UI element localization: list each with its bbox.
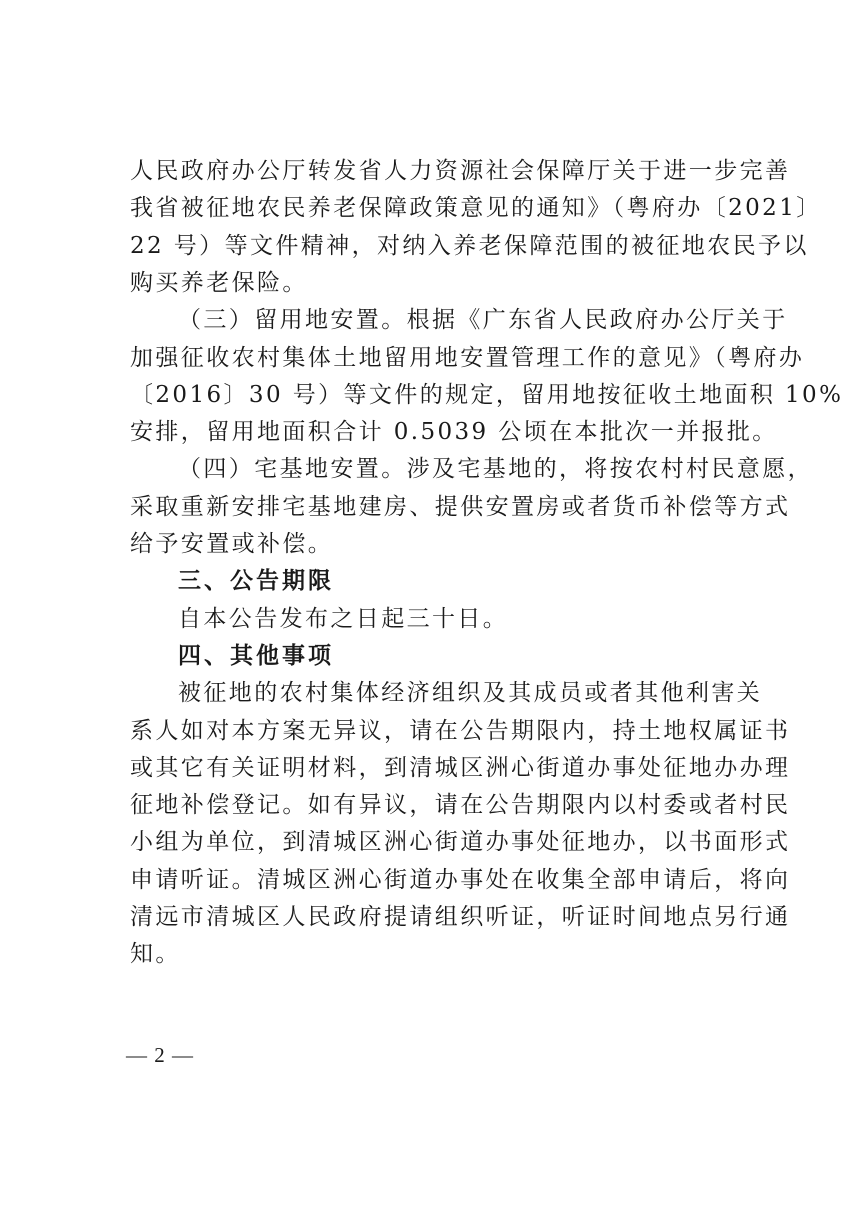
body-line-7: 〔2016〕30 号）等文件的规定，留用地按征收土地面积 10% [130, 381, 844, 408]
heading-other-matters: 四、其他事项 [178, 642, 334, 669]
body-line-1: 人民政府办公厅转发省人力资源社会保障厅关于进一步完善 [130, 158, 791, 184]
body-line-19: 小组为单位，到清城区洲心街道办事处征地办，以书面形式 [130, 829, 791, 856]
body-line-10: 采取重新安排宅基地建房、提供安置房或者货币补偿等方式 [130, 493, 791, 520]
body-line-17: 或其它有关证明材料，到清城区洲心街道办事处征地办办理 [130, 754, 791, 781]
body-line-18: 征地补偿登记。如有异议，请在公告期限内以村委或者村民 [130, 792, 791, 819]
section-3-paragraph-start: （三）留用地安置。根据《广东省人民政府办公厅关于 [178, 307, 788, 334]
body-line-8: 安排，留用地面积合计 0.5039 公顷在本批次一并报批。 [130, 419, 778, 446]
section-4-paragraph-start: （四）宅基地安置。涉及宅基地的，将按农村村民意愿， [178, 456, 813, 483]
body-line-6: 加强征收农村集体土地留用地安置管理工作的意见》（粤府办 [130, 344, 805, 371]
announcement-period-text: 自本公告发布之日起三十日。 [178, 605, 509, 632]
body-line-3: 22 号）等文件精神，对纳入养老保障范围的被征地农民予以 [130, 232, 809, 259]
body-line-4: 购买养老保险。 [130, 269, 308, 296]
page-number: — 2 — [126, 1043, 194, 1067]
body-line-16: 系人如对本方案无异议，请在公告期限内，持土地权属证书 [130, 717, 791, 744]
other-matters-paragraph-start: 被征地的农村集体经济组织及其成员或者其他利害关 [178, 680, 763, 707]
body-line-2: 我省被征地农民养老保障政策意见的通知》（粤府办〔2021〕 [130, 195, 822, 222]
body-line-21: 清远市清城区人民政府提请组织听证，听证时间地点另行通 [130, 904, 791, 930]
body-line-22: 知。 [130, 941, 181, 968]
body-line-11: 给予安置或补偿。 [130, 531, 334, 557]
heading-announcement-period: 三、公告期限 [178, 568, 334, 595]
body-line-20: 申请听证。清城区洲心街道办事处在收集全部申请后，将向 [130, 866, 791, 893]
